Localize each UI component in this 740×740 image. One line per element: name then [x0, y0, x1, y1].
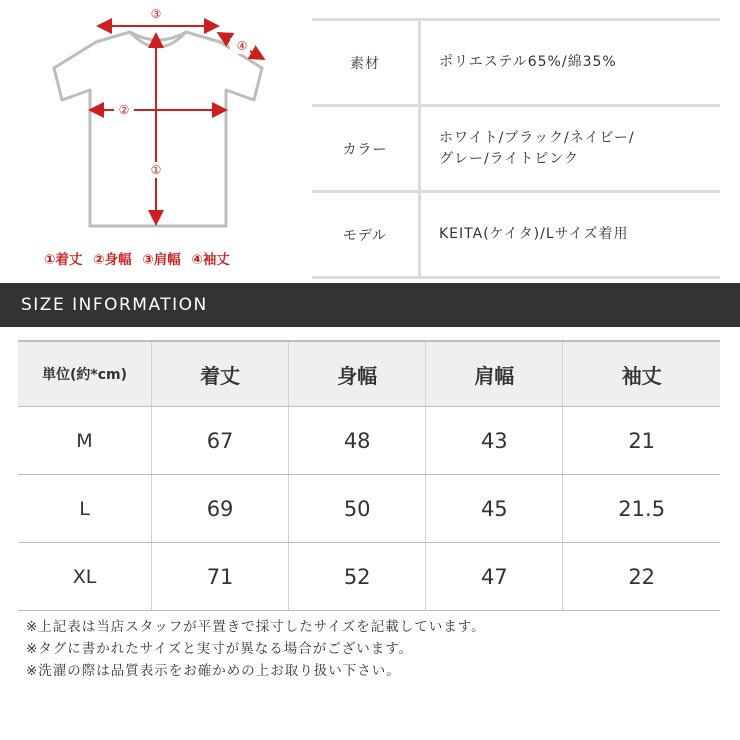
cell-value: 43: [426, 407, 563, 475]
note-line: ※タグに書かれたサイズと実寸が異なる場合がございます。: [26, 641, 414, 657]
marker-length: ①: [150, 163, 162, 177]
cell-value: 45: [426, 475, 563, 543]
marker-shoulder: ③: [150, 7, 162, 21]
legend-width: ②身幅: [93, 252, 132, 268]
spec-row-model: [312, 192, 720, 278]
cell-value: 50: [289, 475, 426, 543]
table-row: [18, 475, 720, 543]
note-line: ※上記表は当店スタッフが平置きで採寸したサイズを記載しています。: [26, 619, 486, 635]
measure-legend: [44, 248, 236, 268]
spec-table: [312, 18, 720, 279]
legend-length: ①着丈: [44, 252, 83, 268]
spec-label: モデル: [312, 192, 420, 278]
marker-width: ②: [118, 103, 130, 117]
marker-sleeve: ④: [236, 39, 248, 53]
spec-value: KEITA(ケイタ)/Lサイズ着用: [420, 192, 721, 278]
cell-value: 67: [152, 407, 289, 475]
legend-sleeve: ④袖丈: [191, 252, 230, 268]
size-label: L: [18, 475, 152, 543]
cell-value: 47: [426, 543, 563, 611]
header-unit: 単位(約*cm): [18, 341, 152, 407]
cell-value: 21.5: [563, 475, 720, 543]
legend-shoulder: ③肩幅: [142, 252, 181, 268]
spec-row-color: [312, 106, 720, 192]
spec-value: ポリエステル65%/綿35%: [420, 20, 721, 106]
header-shoulder: 肩幅: [426, 341, 563, 407]
tshirt-outline: [54, 32, 262, 226]
cell-value: 71: [152, 543, 289, 611]
table-row: [18, 407, 720, 475]
spec-row-material: [312, 20, 720, 106]
note-line: ※洗濯の際は品質表示をお確かめの上お取り扱い下さい。: [26, 663, 401, 679]
size-info-banner: SIZE INFORMATION: [0, 283, 740, 327]
tshirt-diagram: [30, 0, 290, 250]
table-row: [18, 543, 720, 611]
spec-label: 素材: [312, 20, 420, 106]
notes: [26, 616, 486, 682]
cell-value: 21: [563, 407, 720, 475]
size-header-row: [18, 341, 720, 407]
size-label: XL: [18, 543, 152, 611]
cell-value: 22: [563, 543, 720, 611]
header-sleeve: 袖丈: [563, 341, 720, 407]
header-length: 着丈: [152, 341, 289, 407]
cell-value: 48: [289, 407, 426, 475]
size-label: M: [18, 407, 152, 475]
cell-value: 69: [152, 475, 289, 543]
cell-value: 52: [289, 543, 426, 611]
header-width: 身幅: [289, 341, 426, 407]
size-table: [18, 340, 720, 611]
spec-value: ホワイト/ブラック/ネイビー/ グレー/ライトピンク: [420, 106, 721, 192]
spec-label: カラー: [312, 106, 420, 192]
